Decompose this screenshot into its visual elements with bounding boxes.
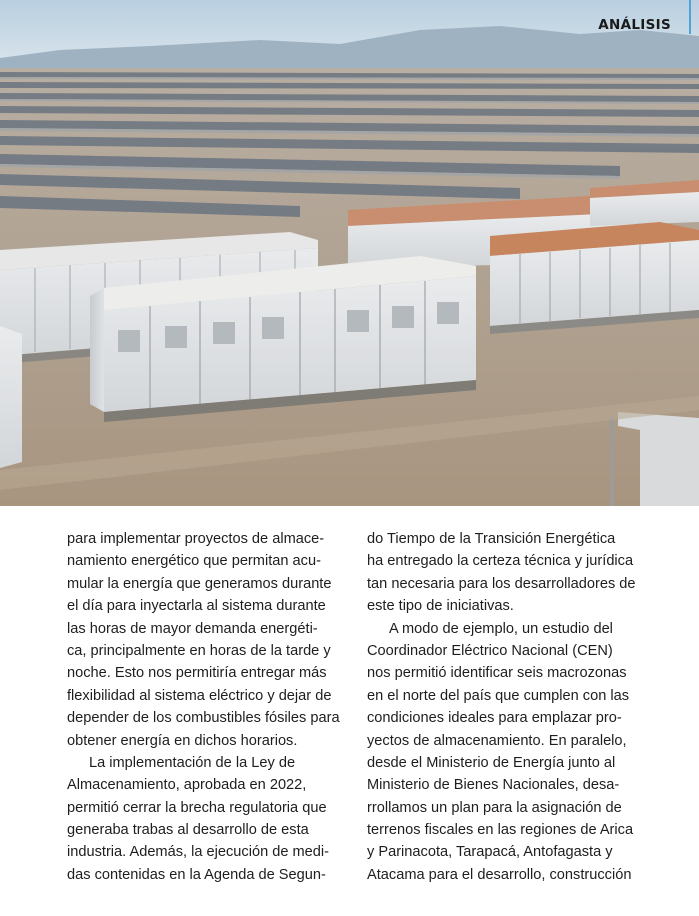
text-line: ca, principalmente en horas de la tarde y	[67, 642, 331, 659]
text-line: depender de los combustibles fósiles para	[67, 710, 340, 727]
text-line: nos permitió identificar seis macrozonas	[367, 665, 627, 682]
paragraph-start-line: A modo de ejemplo, un estudio del	[389, 620, 613, 637]
paragraph-start-line: La implementación de la Ley de	[89, 754, 296, 771]
text-line: mular la energía que generamos durante	[67, 575, 332, 592]
section-label: ANÁLISIS	[598, 17, 671, 33]
text-line: do Tiempo de la Transición Energética	[367, 531, 616, 547]
text-line: permitió cerrar la brecha regulatoria que	[67, 799, 327, 816]
text-line: generaba trabas al desarrollo de esta	[67, 822, 309, 839]
text-line: namiento energético que permitan acu-	[67, 553, 321, 570]
text-line: yectos de almacenamiento. En paralelo,	[367, 732, 627, 749]
text-line: en el norte del país que cumplen con las	[367, 687, 630, 704]
text-line: desde el Ministerio de Energía junto al	[367, 754, 616, 771]
text-line: Coordinador Eléctrico Nacional (CEN)	[367, 642, 613, 659]
text-line: Almacenamiento, aprobada en 2022,	[67, 777, 307, 794]
text-line: Ministerio de Bienes Nacionales, desa-	[367, 777, 620, 794]
article-column-right	[367, 528, 643, 886]
text-line: este tipo de iniciativas.	[367, 598, 514, 615]
text-line: el día para inyectarla al sistema durante	[67, 598, 326, 615]
text-line: ha entregado la certeza técnica y jurídica	[367, 553, 634, 570]
text-line: industria. Además, la ejecución de medi-	[67, 844, 330, 861]
text-line: rrollamos un plan para la asignación de	[367, 799, 622, 816]
text-line: das contenidas en la Agenda de Segun-	[67, 866, 326, 883]
text-line: y Parinacota, Tarapacá, Antofagasta y	[367, 844, 613, 861]
article-column-left	[67, 528, 347, 886]
text-line: noche. Esto nos permitiría entregar más	[67, 665, 327, 682]
text-line: Atacama para el desarrollo, construcción	[367, 866, 632, 883]
text-line: tan necesaria para los desarrolladores de	[367, 575, 636, 592]
text-line: las horas de mayor demanda energéti-	[67, 620, 318, 637]
section-tag-rule	[689, 0, 691, 34]
text-line: obtener energía en dichos horarios.	[67, 732, 298, 749]
text-line: terrenos fiscales en las regiones de Arica	[367, 822, 634, 839]
text-line: para implementar proyectos de almace-	[67, 531, 325, 547]
text-line: condiciones ideales para emplazar pro-	[367, 710, 622, 727]
text-line: flexibilidad al sistema eléctrico y dejar de	[67, 687, 332, 704]
